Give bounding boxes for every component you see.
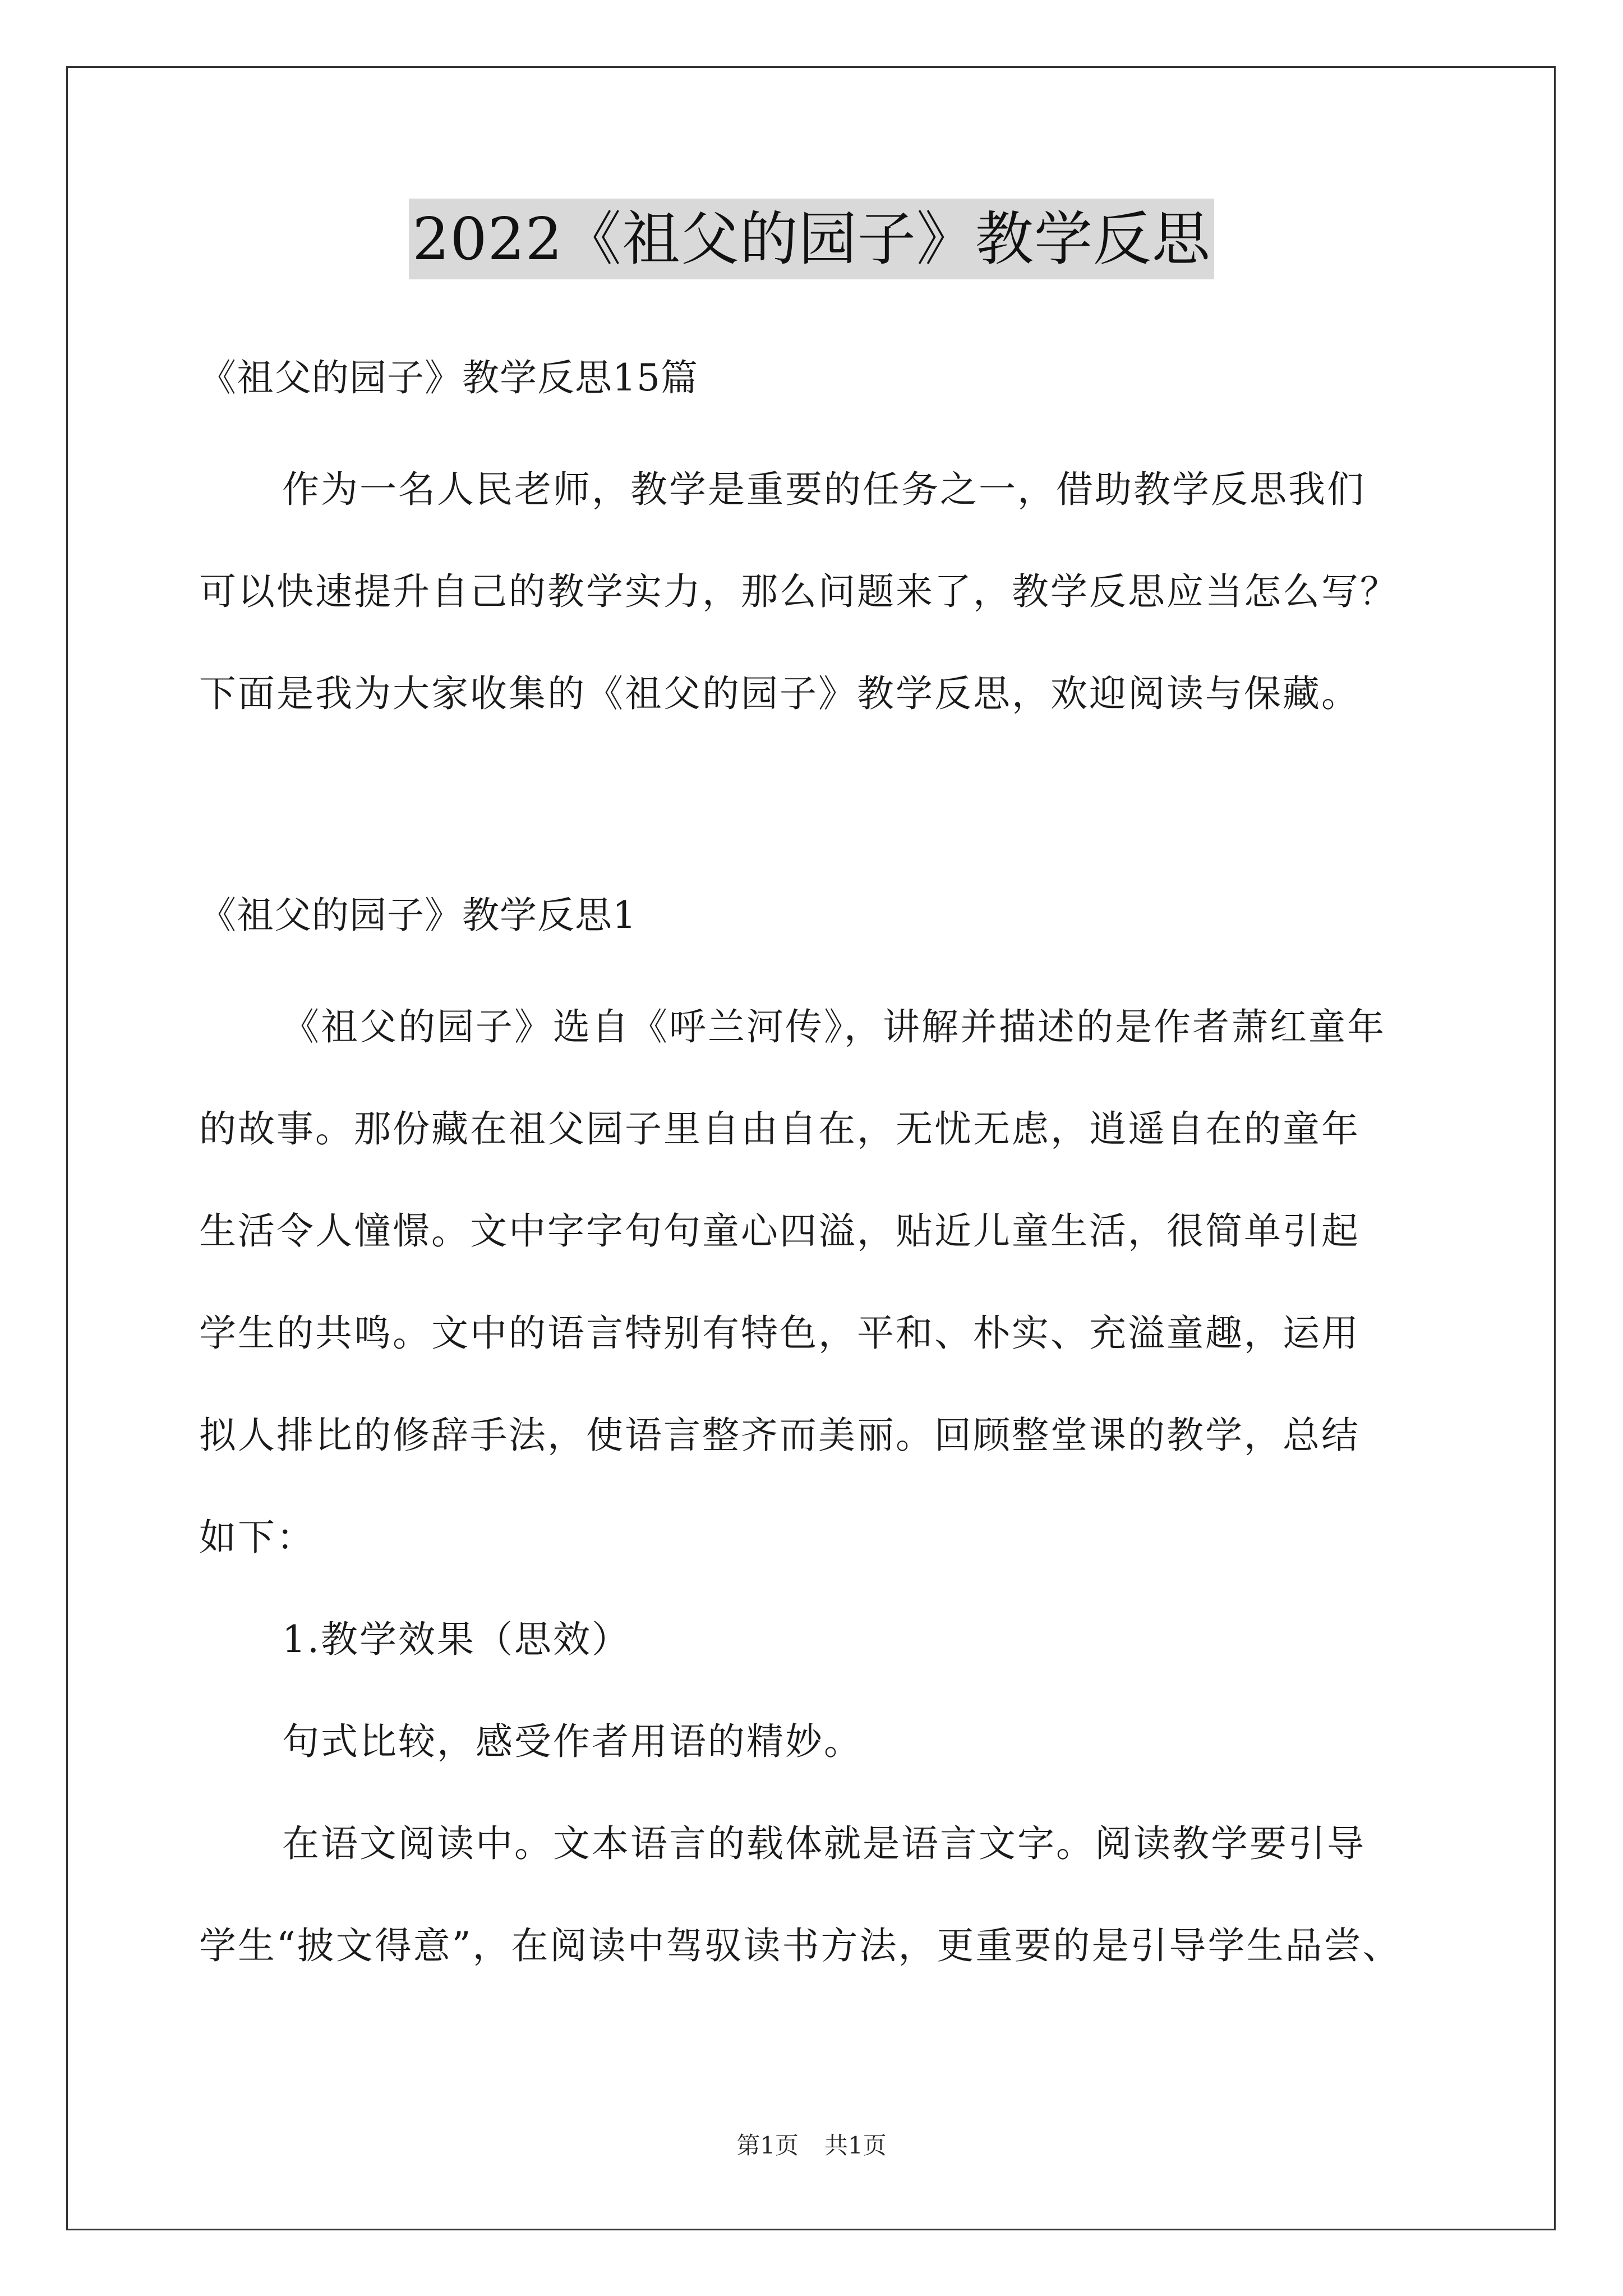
- intro-line: 作为一名人民老师，教学是重要的任务之一，借助教学反思我们: [282, 468, 1366, 511]
- section1-paragraph: [199, 976, 1427, 1997]
- paragraph-line: 拟人排比的修辞手法，使语言整齐而美丽。回顾整堂课的教学，总结: [199, 1414, 1360, 1457]
- paragraph-line: 如下：: [199, 1516, 315, 1559]
- page-number-total: 共1页: [824, 2132, 887, 2159]
- title-container: [0, 199, 1623, 279]
- paragraph-line: 生活令人憧憬。文中字字句句童心四溢，贴近儿童生活，很简单引起: [199, 1209, 1360, 1253]
- paragraph-line: 的故事。那份藏在祖父园子里自由自在，无忧无虑，逍遥自在的童年: [199, 1107, 1360, 1151]
- intro-paragraph: [199, 439, 1427, 745]
- point-line: 句式比较，感受作者用语的精妙。: [282, 1720, 863, 1763]
- paragraph-line: 《祖父的园子》选自《呼兰河传》，讲解并描述的是作者萧红童年: [282, 1005, 1386, 1048]
- document-title: 2022《祖父的园子》教学反思: [409, 199, 1214, 279]
- document-subtitle: 《祖父的园子》教学反思15篇: [199, 356, 698, 399]
- paragraph-line: 在语文阅读中。文本语言的载体就是语言文字。阅读教学要引导: [282, 1822, 1366, 1865]
- paragraph-line: 学生“披文得意”，在阅读中驾驭读书方法，更重要的是引导学生品尝、: [199, 1924, 1401, 1967]
- point-heading: 1.教学效果（思效）: [282, 1618, 630, 1661]
- paragraph-line: 学生的共鸣。文中的语言特别有特色，平和、朴实、充溢童趣，运用: [199, 1312, 1360, 1355]
- page-number-current: 第1页: [736, 2132, 799, 2159]
- intro-line: 下面是我为大家收集的《祖父的园子》教学反思，欢迎阅读与保藏。: [199, 672, 1360, 715]
- intro-line: 可以快速提升自己的教学实力，那么问题来了，教学反思应当怎么写？: [199, 570, 1399, 613]
- page-footer: [0, 2127, 1623, 2161]
- section-heading: 《祖父的园子》教学反思1: [199, 894, 637, 937]
